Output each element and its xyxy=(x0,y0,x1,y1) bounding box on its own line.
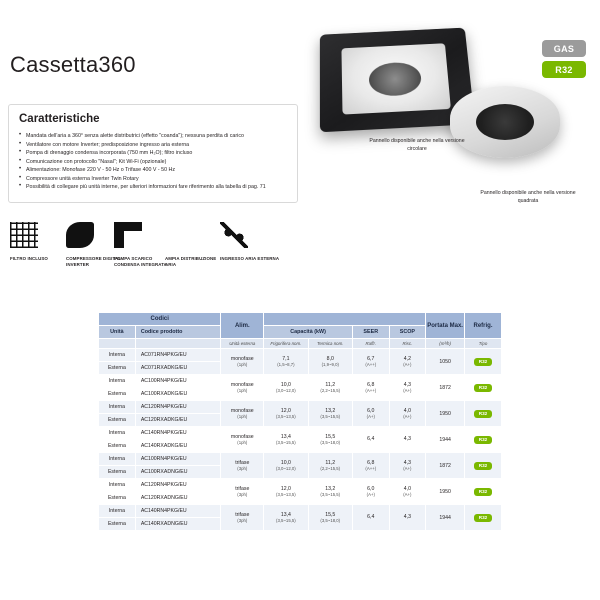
cell-codice: AC140RN4PKG/EU xyxy=(135,427,221,440)
features-list xyxy=(19,132,287,192)
cell-codice: AC120RXADNG/EU xyxy=(135,492,221,505)
cell-alim: monofase (1ph) xyxy=(221,401,264,427)
cell-capacita-termica: 13,2 (3,5~15,5) xyxy=(308,479,352,505)
cell-portata: 1950 xyxy=(426,401,465,427)
cell-unita: Interna xyxy=(99,375,136,388)
cell-seer: 6,0 (A+) xyxy=(352,479,389,505)
cell-alim: trifase (3ph) xyxy=(221,453,264,479)
features-title: Caratteristiche xyxy=(19,113,100,125)
cell-codice: AC100RN4PKG/EU xyxy=(135,375,221,388)
group-header-codici: Codici xyxy=(99,313,221,326)
cell-portata: 1944 xyxy=(426,427,465,453)
cell-scop: 4,0 (A+) xyxy=(389,401,426,427)
cell-unita: Esterna xyxy=(99,388,136,401)
r32-pill: R32 xyxy=(474,358,492,366)
features-box xyxy=(8,104,298,203)
feature-item: • Possibilità di collegare più unità interne, per ulteriori informazioni fare riferimento alla tabella di pag. 71 xyxy=(19,183,287,192)
cell-refrig xyxy=(465,479,502,505)
cell-scop: 4,3 (A+) xyxy=(389,453,426,479)
table-row xyxy=(99,479,502,492)
cell-unita: Interna xyxy=(99,349,136,362)
cell-unita: Esterna xyxy=(99,492,136,505)
feature-icons xyxy=(10,222,290,284)
gas-badge: GAS xyxy=(542,40,586,57)
cell-portata: 1950 xyxy=(426,479,465,505)
feature-item: • Ventilatore con motore Inverter; predisposizione ingresso aria esterna xyxy=(19,141,287,150)
air-distribution-icon xyxy=(165,222,199,252)
cell-refrig xyxy=(465,401,502,427)
table-row xyxy=(99,349,502,362)
cell-unita: Esterna xyxy=(99,440,136,453)
header-seer: SEER xyxy=(352,326,389,339)
r32-pill: R32 xyxy=(474,462,492,470)
cell-unita: Interna xyxy=(99,427,136,440)
header-alim: Alim. xyxy=(221,313,264,339)
feature-icon-label: INGRESSO ARIA ESTERNA xyxy=(220,256,280,261)
cell-seer: 6,0 (A+) xyxy=(352,401,389,427)
cell-seer: 6,8 (A++) xyxy=(352,375,389,401)
cell-scop: 4,2 (A+) xyxy=(389,349,426,375)
feature-icon-external-air xyxy=(220,222,280,262)
cell-capacita-termica: 15,5 (3,5~18,0) xyxy=(308,427,352,453)
cell-codice: AC100RN4PKG/EU xyxy=(135,453,221,466)
cell-capacita-termica: 13,2 (3,5~15,5) xyxy=(308,401,352,427)
page-title: Cassetta360 xyxy=(10,52,136,77)
cell-alim: monofase (1ph) xyxy=(221,427,264,453)
cell-capacita-frigorifera: 10,0 (3,0~12,0) xyxy=(264,375,308,401)
cell-refrig xyxy=(465,505,502,531)
cell-alim: trifase (3ph) xyxy=(221,505,264,531)
r32-pill: R32 xyxy=(474,514,492,522)
cell-codice: AC071RXADKG/EU xyxy=(135,362,221,375)
header-refrig: Refrig. xyxy=(465,313,502,339)
feature-item: • Compressore unità esterna Inverter Twin Rotary xyxy=(19,175,287,184)
table-subheader-row xyxy=(99,339,502,349)
caption-round-panel: Pannello disponibile anche nella versione circolare xyxy=(369,138,465,152)
r32-pill: R32 xyxy=(474,410,492,418)
feature-icon-label: COMPRESSORE DIGITAL INVERTER xyxy=(66,256,121,268)
cell-codice: AC140RXADKG/EU xyxy=(135,440,221,453)
table-body xyxy=(99,349,502,531)
subheader-unita xyxy=(99,339,136,349)
cell-refrig xyxy=(465,375,502,401)
cell-codice: AC100RXADKG/EU xyxy=(135,388,221,401)
table-row xyxy=(99,505,502,518)
cell-scop: 4,0 (A+) xyxy=(389,479,426,505)
feature-icon-label: POMPA SCARICO CONDENSA INTEGRATA xyxy=(114,256,167,268)
subheader-seer: Raffr. xyxy=(352,339,389,349)
cell-portata: 1944 xyxy=(426,505,465,531)
cell-unita: Interna xyxy=(99,505,136,518)
drain-pump-icon xyxy=(114,222,148,252)
cell-codice: AC140RN4PKG/EU xyxy=(135,505,221,518)
header-unita: Unità xyxy=(99,326,136,339)
cell-capacita-termica: 11,2 (2,2~15,5) xyxy=(308,453,352,479)
cell-seer: 6,8 (A++) xyxy=(352,453,389,479)
cell-portata: 1050 xyxy=(426,349,465,375)
subheader-termica: Termica nom. xyxy=(308,339,352,349)
feature-item: • Pompa di drenaggio condensa incorporata (750 mm H₂O); filtro incluso xyxy=(19,149,287,158)
cell-alim: trifase (3ph) xyxy=(221,479,264,505)
cell-codice: AC140RXADNG/EU xyxy=(135,518,221,531)
feature-icon-label: FILTRO INCLUSO xyxy=(10,256,48,261)
cell-portata: 1872 xyxy=(426,453,465,479)
cell-seer: 6,4 xyxy=(352,427,389,453)
subheader-refrig: Tipo xyxy=(465,339,502,349)
cell-scop: 4,3 xyxy=(389,427,426,453)
feature-icon-filter xyxy=(10,222,70,262)
feature-item: • Comunicazione con protocollo "Nasal"; Kit Wi-Fi (opzionale) xyxy=(19,158,287,167)
cell-seer: 6,4 xyxy=(352,505,389,531)
cell-refrig xyxy=(465,427,502,453)
cell-capacita-frigorifera: 12,0 (3,5~13,5) xyxy=(264,401,308,427)
caption-square-panel: Pannello disponibile anche nella versione quadrata xyxy=(480,190,576,204)
cell-unita: Interna xyxy=(99,401,136,414)
cell-seer: 6,7 (A++) xyxy=(352,349,389,375)
cell-codice: AC120RXADKG/EU xyxy=(135,414,221,427)
r32-badge: R32 xyxy=(542,61,586,78)
table-group-header-row xyxy=(99,313,502,326)
table-row xyxy=(99,453,502,466)
feature-icon-label: AMPIA DISTRIBUZIONE ARIA xyxy=(165,256,217,268)
cell-alim: monofase (1ph) xyxy=(221,375,264,401)
feature-item: • Mandata dell'aria a 360° senza alette distributrici (effetto "coanda"); nessuna perdita di carico xyxy=(19,132,287,141)
r32-pill: R32 xyxy=(474,488,492,496)
cell-capacita-termica: 15,5 (3,5~18,0) xyxy=(308,505,352,531)
table-row xyxy=(99,401,502,414)
group-header-caratteristiche xyxy=(264,313,426,326)
cell-capacita-frigorifera: 7,1 (1,5~8,7) xyxy=(264,349,308,375)
cell-scop: 4,3 (A+) xyxy=(389,375,426,401)
header-codice: Codice prodotto xyxy=(135,326,221,339)
cell-capacita-frigorifera: 12,0 (3,5~13,5) xyxy=(264,479,308,505)
cell-portata: 1872 xyxy=(426,375,465,401)
cell-scop: 4,3 xyxy=(389,505,426,531)
subheader-scop: Risc. xyxy=(389,339,426,349)
cell-unita: Esterna xyxy=(99,362,136,375)
subheader-frigorifera: Frigorifera nom. xyxy=(264,339,308,349)
header-capacita: Capacità (kW) xyxy=(264,326,353,339)
cell-alim: monofase (1ph) xyxy=(221,349,264,375)
r32-pill: R32 xyxy=(474,384,492,392)
cell-refrig xyxy=(465,349,502,375)
subheader-portata: (m³/h) xyxy=(426,339,465,349)
header-scop: SCOP xyxy=(389,326,426,339)
cell-capacita-frigorifera: 13,4 (3,5~15,5) xyxy=(264,505,308,531)
r32-pill: R32 xyxy=(474,436,492,444)
product-images xyxy=(300,14,590,214)
cell-unita: Interna xyxy=(99,479,136,492)
cell-capacita-termica: 8,0 (1,9~9,0) xyxy=(308,349,352,375)
subheader-codice xyxy=(135,339,221,349)
cell-unita: Interna xyxy=(99,453,136,466)
header-portata: Portata Max. xyxy=(426,313,465,339)
external-air-inlet-icon xyxy=(220,222,254,252)
cell-capacita-termica: 11,2 (2,2~15,5) xyxy=(308,375,352,401)
filter-icon xyxy=(10,222,44,252)
specs-table xyxy=(98,312,502,531)
cell-unita: Esterna xyxy=(99,518,136,531)
cell-refrig xyxy=(465,453,502,479)
cell-codice: AC100RXADNG/EU xyxy=(135,466,221,479)
cell-codice: AC071RN4PKG/EU xyxy=(135,349,221,362)
cell-unita: Esterna xyxy=(99,466,136,479)
compressor-icon xyxy=(66,222,100,252)
cell-codice: AC120RN4PKG/EU xyxy=(135,401,221,414)
cell-capacita-frigorifera: 10,0 (3,0~12,0) xyxy=(264,453,308,479)
cell-unita: Esterna xyxy=(99,414,136,427)
cell-codice: AC120RN4PKG/EU xyxy=(135,479,221,492)
feature-icon-air-distribution xyxy=(165,222,225,269)
table-row xyxy=(99,427,502,440)
subheader-alim: Unità esterna xyxy=(221,339,264,349)
feature-item: • Alimentazione: Monofase 220 V - 50 Hz o Trifase 400 V - 50 Hz xyxy=(19,166,287,175)
cell-capacita-frigorifera: 13,4 (3,5~15,5) xyxy=(264,427,308,453)
table-row xyxy=(99,375,502,388)
